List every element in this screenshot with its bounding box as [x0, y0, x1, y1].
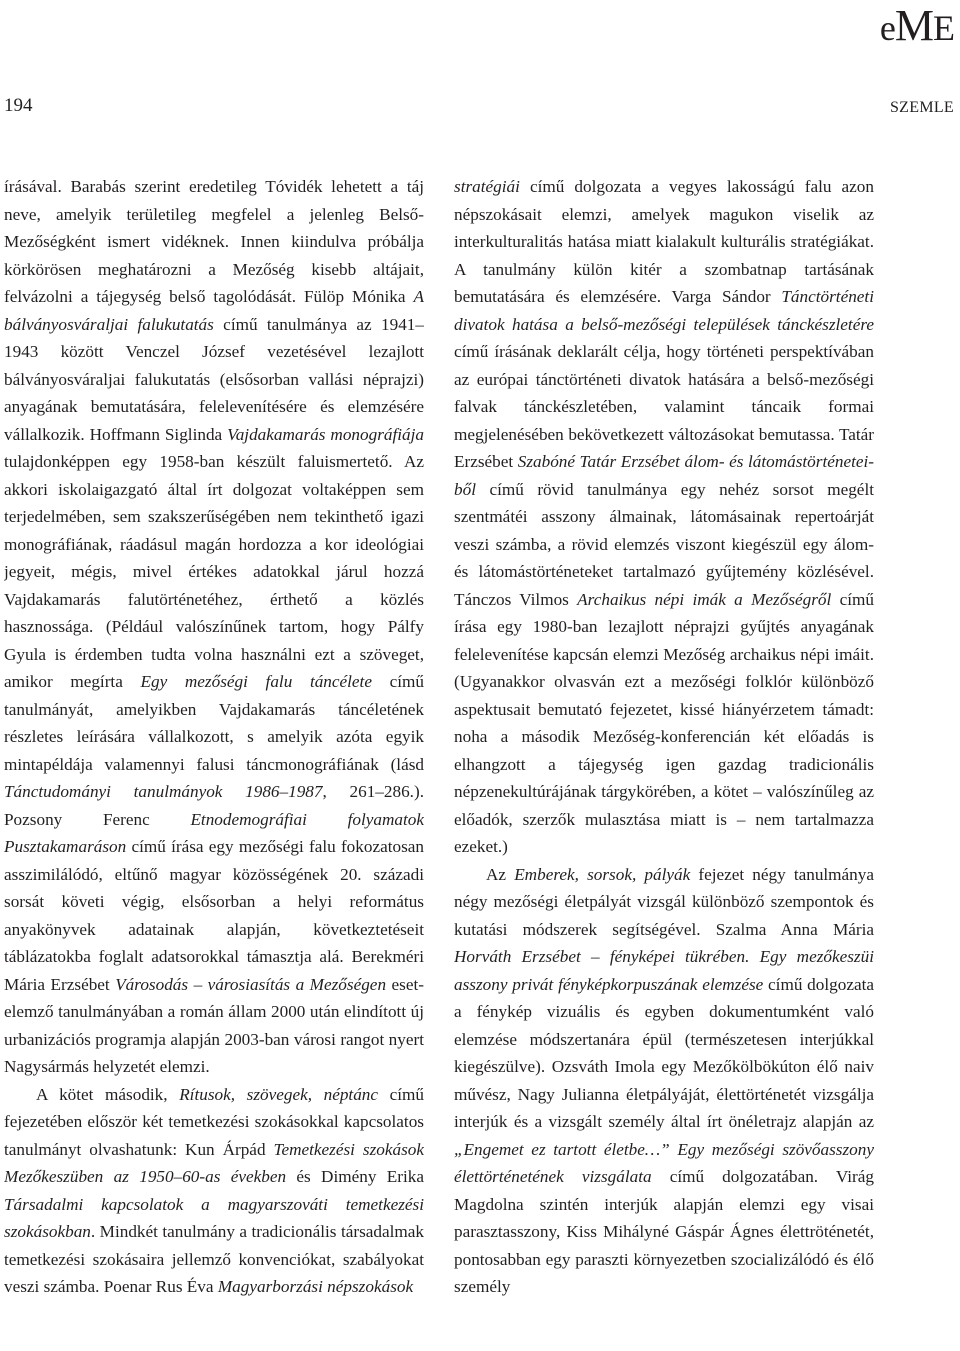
text-run: . Mindkét tanulmány a tradicionális társadalmak temetkezési szokásaira jellemző konvenciókat, szabályokat veszi számba. Poenar Rus Éva: [4, 1222, 424, 1296]
text-run: , 261–286.). Pozsony Ferenc: [4, 782, 424, 829]
text-run: című dolgozatában. Virág Magdolna szintén interjúk alapján elemzi egy visai parasztasszony, Kiss Mihályné Gáspár Ágnes élettröténetét, pontosabban egy paraszti környezetben szocializálódó és élő személy: [454, 1167, 874, 1296]
left-column: [4, 173, 424, 1351]
text-run: című tanulmánya az 1941–1943 között Venczel József vezetésével lezajlott bálványosváraljai falukutatás (elsősorban vallási néprajzi) anyagának bemutatására, felelevenítésére és elemzésére vállalkozik. Hoffmann Siglinda: [4, 314, 424, 444]
right-paragraph-2: [454, 861, 874, 1301]
text-run: című írása egy 1980-ban lezajlott néprajzi gyűjtés anyagának felelevenítése kapcsán elemzi Mezőség archaikus népi imáit. (Ugyanakkor olvasván ezt a mezőségi folklór különböző aspektusait bemutató fejezetet, kissé hiányérzetem támadt: noha a második Mezőség-konferencián két előadás is elhangzott a tájegység igen gazdag tradicionális népzenekultúrájának tárgykörében, a kötet – valószínűleg az előadók, szerzők mulasztása miatt is – nem tartalmazza ezeket.): [454, 589, 874, 856]
section-title: SZEMLE: [889, 99, 954, 116]
text-run: és Dimény Erika: [286, 1167, 424, 1186]
text-run: tulajdonképpen egy 1958-ban készült faluismertető. Az akkori iskolaigazgató által írt dolgozat voltaképpen sem terjedelmében, sem szakszerűségében nem tekinthető igazi monográfiának, ráadásul magán hordozza a kor ideológiai jegyeit, mégis, mivel értékes adatokkal járul hozzá Vajdakamarás falutörténetéhez, érthető a közlés hasznossága. (Például valószínűnek tartom, hogy Pálfy Gyula is érdemben tudta volna használni ezt a szöveget, amikor megírta: [4, 452, 424, 691]
italic-title-run: Városodás – városiasítás a Mezőségen: [115, 974, 387, 994]
text-run: című írása egy mezőségi falu fokozatosan asszimilálódó, eltűnő magyar közösségének 20. századi sorsát követi végig, elsősorban a helyi református anyakönyvek adatainak alapján, következtetéseit táblázatokba foglalt adatsorokkal támasztja alá. Berekméri Mária Erzsébet: [4, 837, 424, 994]
italic-title-run: A bálványosváraljai falukutatás: [4, 287, 424, 334]
right-column: [454, 173, 874, 1351]
text-run: című rövid tanulmánya egy nehéz sorsot megélt szentmátéi asszony álmainak, látomásainak repertoárját veszi számba, a rövid elemzés viszont kiegészül egy álom- és látomástörténeteket tartalmazó gyűjtemény közlésével. Tánczos Vilmos: [454, 479, 874, 609]
text-run: Az: [486, 864, 515, 884]
italic-title-run: Temetkezési szokások Mezőkeszüben az 1950–60-as években: [4, 1139, 424, 1186]
italic-title-run: Egy mezőségi falu táncélete: [140, 672, 372, 691]
text-run: című dolgozata a vegyes lakosságú falu azon népszokásait elemzi, amelyek magukon viselik az interkulturalitás hatása miatt kialakult kulturális stratégiákat. A tanulmány külön kitér a szombatnap tartásának bemutatására és elemzésére. Varga Sándor: [454, 177, 874, 306]
italic-title-run: Szabóné Tatár Erzsébet álom- és látomástörténeteiből: [454, 452, 874, 499]
journal-logo: [879, 1, 954, 50]
left-paragraph-2: [4, 1081, 424, 1301]
italic-title-run: Emberek, sorsok, pályák: [514, 864, 691, 884]
italic-title-run: Magyarborzási népszokások: [217, 1277, 414, 1296]
page-number: 194: [4, 95, 33, 116]
text-run: című írásának deklarált célja, hogy történeti perspektívában az európai tánctörténeti divatok hatására a belső-mezőségi falvak tánckészletében, valamint táncaik formai megjelenésében bekövetkezett változásokat bemutassa. Tatár Erzsébet: [454, 342, 874, 471]
italic-title-run: Rítusok, szövegek, néptánc: [179, 1084, 379, 1104]
italic-title-run: „Engemet ez tartott életbe…” Egy mezőségi szövőasszony élettörténetének vizsgálata: [454, 1139, 874, 1186]
right-paragraph-1: [454, 173, 874, 861]
text-run: című tanulmányát, amelyikben Vajdakamarás táncéletének részletes leírására vállalkozott, s amelyik azóta egyik mintapéldája valamennyi falusi táncmonográfiának (lásd: [4, 672, 424, 774]
text-run: című dolgozata a fénykép vizuális és egyben dokumentumként való elemzése módszertanára épül (természetesen interjúkkal kiegészülve). Ozsváth Imola egy Mezőkölbökúton élő naiv művész, Nagy Julianna életpályáját, élettörténetét vizsgálja interjúk és a vizsgált személy által írt önéletrajz alapján az: [454, 974, 874, 1131]
italic-title-run: Tánctörténeti divatok hatása a belső-mezőségi települések tánckészletére: [454, 287, 874, 334]
italic-title-run: Tánctudományi tanulmányok 1986–1987: [4, 782, 323, 801]
italic-title-run: Archaikus népi imák a Mezőségről: [577, 589, 832, 609]
text-run: esetelemző tanulmányában a román állam 2000 után elindított új urbanizációs programja alapján 2003-ban városi rangot nyert Nagysármás helyzetét elemzi.: [4, 974, 424, 1076]
text-run: című fejezetében először két temetkezési szokásokkal kapcsolatos tanulmányt olvashatunk: Kun Árpád: [4, 1084, 424, 1159]
italic-title-run: Vajdakamarás monográfiája: [227, 424, 424, 444]
text-run: fejezet négy tanulmánya négy mezőségi életpályát vizsgál különböző szempontok és kutatási módszerek segítségével. Szalma Anna Mária: [454, 864, 874, 939]
text-run: A kötet második,: [36, 1084, 180, 1104]
logo-letter-m: M: [894, 1, 933, 50]
italic-title-run: Társadalmi kapcsolatok a magyarszováti temetkezési szokásokban: [4, 1194, 424, 1241]
italic-title-run: stratégiái: [454, 177, 520, 196]
italic-title-run: Horváth Erzsébet – fényképei tükrében. Egy mezőkeszüi asszony privát fényképkorpuszának elemzése: [454, 947, 874, 994]
logo-letter-e2: E: [933, 8, 954, 48]
left-paragraph-1: [4, 173, 424, 1081]
text-run: írásával. Barabás szerint eredetileg Tóvidék lehetett a táj neve, amelyik területileg megfelel a jelenleg Belső-Mezőségként ismert vidéknek. Innen kiindulva próbálja körkörösen meghatározni a Mezőség kisebb altájait, felvázolni a tájegység belső tagolódását. Fülöp Mónika: [4, 177, 424, 306]
italic-title-run: Etnodemográfiai folyamatok Pusztakamaráson: [4, 809, 424, 856]
logo-letter-e: e: [879, 8, 895, 48]
